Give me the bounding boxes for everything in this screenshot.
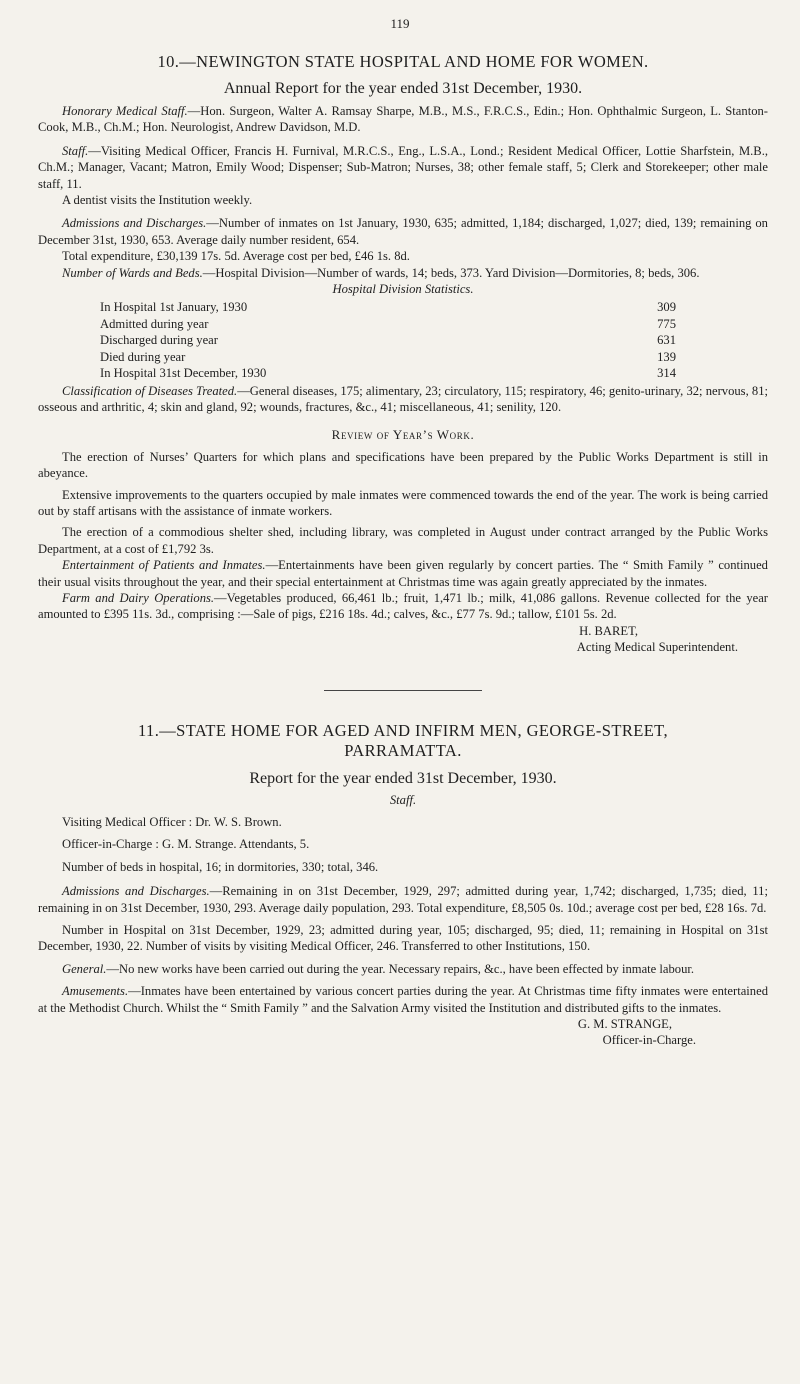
section-11-admissions-paragraph [38,883,768,916]
stats-title: Hospital Division Statistics. [332,282,474,297]
entertainment-label: Entertainment of Patients and Inmates. [62,558,266,573]
table-row: In Hospital 31st December, 1930 314 [100,366,676,381]
section-11-report-title: Report for the year ended 31st December, 1930. [249,769,557,787]
hospital-numbers-paragraph: Number in Hospital on 31st December, 1929, 23; admitted during year, 105; discharged, 95; died, 11; remaining in Hospital on 31st December, 1930, 22. Number of visits by visiting Medical Officer, 246. Transferred to other Institutions, 150. [38,923,768,954]
section-10-report-title: Annual Report for the year ended 31st December, 1930. [223,80,583,97]
table-row: Died during year 139 [100,349,676,364]
review-paragraph: The erection of Nurses’ Quarters for which plans and specifications have been prepared by the Public Works Department is still in abeyance. [38,449,768,481]
entertainment-paragraph [38,557,768,590]
table-row: In Hospital 1st January, 1930 309 [100,300,676,315]
staff-line: Number of beds in hospital, 16; in dormitories, 330; total, 346. [62,859,379,874]
section-10-signatory: H. BARET, [579,623,638,638]
wards-paragraph [38,265,768,281]
classification-label: Classification of Diseases Treated. [62,383,238,398]
honorary-staff-paragraph [38,103,768,136]
expenditure-paragraph: Total expenditure, £30,139 17s. 5d. Average cost per bed, £46 1s. 8d. [62,249,410,264]
admissions-text: —Number of inmates on 1st January, 1930, 635; admitted, 1,184; discharged, 1,027; died, 139; remaining on December 31st, 1930, 653. Average daily number resident, 654. [38,216,768,247]
review-title: Review of Year’s Work. [331,427,475,443]
staff-label: Staff. [62,143,89,158]
section-11-signatory: G. M. STRANGE, [577,1017,672,1032]
amusements-text: —Inmates have been entertained by various concert parties during the year. At Christmas time fifty inmates were entertained at the Methodist Church. Whilst the “ Smith Family ” and the Salvation Army visited the Institution and distributed gifts to the inmates. [38,984,768,1015]
farm-text: —Vegetables produced, 66,461 lb.; fruit, 1,471 lb.; milk, 41,086 gallons. Revenue collected for the year amounted to £395 11s. 3d., comprising :—Sale of pigs, £216 18s. 4d.; calves, &c., £77 7s. 9d.; tallow, £101 5s. 2d. [38,590,769,622]
page-number: 119 [390,16,410,31]
section-11-heading-line1: 11.—STATE HOME FOR AGED AND INFIRM MEN, GEORGE-STREET, [138,720,668,740]
table-row: Admitted during year 775 [100,316,676,331]
hospital-statistics-table [100,299,676,381]
honorary-staff-text: —Hon. Surgeon, Walter A. Ramsay Sharpe, M.B., M.S., F.R.C.S., Edin.; Hon. Ophthalmic Surgeon, L. Stanton-Cook, M.B., Ch.M.; Hon. Neurologist, Andrew Davidson, M.D. [38,104,768,135]
honorary-staff-label: Honorary Medical Staff. [62,104,188,118]
section-11-signatory-title: Officer-in-Charge. [602,1033,696,1048]
table-row: Discharged during year 631 [100,333,676,348]
review-paragraph: The erection of a commodious shelter shed, including library, was completed in August under contract arranged by the Public Works Department, at a cost of £1,792 3s. [38,525,768,556]
section-11-admissions-label: Admissions and Discharges. [62,884,210,899]
wards-text: —Hospital Division—Number of wards, 14; beds, 373. Yard Division—Dormitories, 8; beds, 306. [202,265,700,280]
staff-line: Officer-in-Charge : G. M. Strange. Attendants, 5. [62,837,310,852]
dentist-paragraph: A dentist visits the Institution weekly. [62,193,253,208]
section-11-staff-title: Staff. [389,792,417,807]
general-label: General. [62,961,107,976]
admissions-paragraph [38,215,768,248]
amusements-label: Amusements. [62,984,129,999]
amusements-paragraph [38,983,768,1016]
farm-paragraph [38,590,768,623]
section-11-heading-line2: PARRAMATTA. [344,740,462,760]
review-paragraph: Extensive improvements to the quarters occupied by male inmates were commenced towards the end of the year. The work is being carried out by staff artisans with the assistance of inmate workers. [38,487,768,518]
classification-paragraph [38,383,768,416]
section-10-heading: 10.—NEWINGTON STATE HOSPITAL AND HOME FOR WOMEN. [157,52,649,71]
admissions-label: Admissions and Discharges. [62,216,207,231]
general-paragraph [38,961,768,977]
wards-label: Number of Wards and Beds. [62,265,203,280]
farm-label: Farm and Dairy Operations. [62,590,215,605]
staff-text: —Visiting Medical Officer, Francis H. Furnival, M.R.C.S., Eng., L.S.A., Lond.; Resident Medical Officer, Lottie Sharfstein, M.B., Ch.M.; Manager, Vacant; Matron, Emily Wood; Dispenser; Sub-Matron; Nurses, 38; other female staff, 5; Clerk and Storekeeper; other male staff, 11. [38,143,768,191]
staff-line: Visiting Medical Officer : Dr. W. S. Brown. [62,815,282,829]
section-11-admissions-text: —Remaining in on 31st December, 1929, 297; admitted during year, 1,742; discharged, 1,735; died, 11; remaining in on 31st December, 1930, 293. Average daily population, 293. Total expenditure, £8,505 0s. 10d.; average cost per bed, £28 16s. 7d. [38,884,768,915]
section-10-signatory-title: Acting Medical Superintendent. [576,640,738,655]
classification-text: —General diseases, 175; alimentary, 23; circulatory, 115; respiratory, 46; genito-urinary, 32; nervous, 81; osseous and arthritic, 4; skin and gland, 92; wounds, fractures, &c., 41; miscellaneous, 41; senility, 120. [38,383,768,414]
entertainment-text: —Entertainments have been given regularly by concert parties. The “ Smith Family ” continued their usual visits throughout the year, and their special entertainment at Christmas time was again greatly appreciated by the inmates. [38,558,768,589]
general-text: —No new works have been carried out during the year. Necessary repairs, &c., have been effected by inmate labour. [106,961,695,976]
staff-paragraph [38,143,768,192]
